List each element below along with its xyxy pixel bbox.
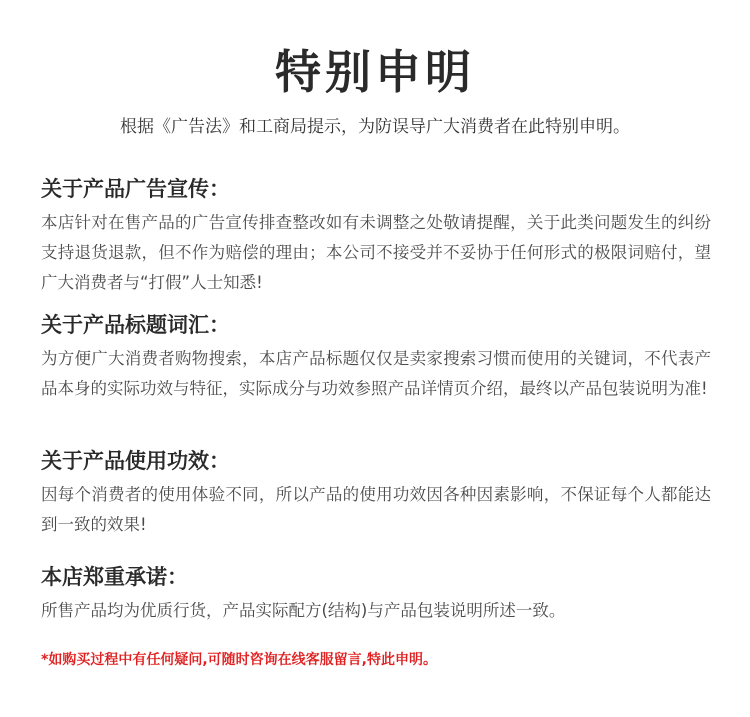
section-commitment xyxy=(41,562,711,626)
section-heading: 关于产品标题词汇： xyxy=(41,313,230,337)
notice-text: *如购买过程中有任何疑问,可随时咨询在线客服留言,特此申明。 xyxy=(41,652,437,668)
section-heading: 关于产品使用功效： xyxy=(41,449,230,473)
section-heading: 关于产品广告宣传： xyxy=(41,177,230,201)
section-heading: 本店郑重承诺： xyxy=(41,565,188,589)
section-efficacy xyxy=(41,446,711,540)
section-body: 为方便广大消费者购物搜索，本店产品标题仅仅是卖家搜索习惯而使用的关键词，不代表产品本身的实际功效与特征，实际成分与功效参照产品详情页介绍，最终以产品包装说明为准! xyxy=(41,349,711,398)
intro-text: 根据《广告法》和工商局提示，为防误导广大消费者在此特别申明。 xyxy=(120,117,630,137)
section-title-keywords xyxy=(41,310,711,404)
section-body: 本店针对在售产品的广告宣传排查整改如有未调整之处敬请提醒，关于此类问题发生的纠纷支持退货退款，但不作为赔偿的理由；本公司不接受并不妥协于任何形式的极限词赔付，望广大消费者与“打假”人士知悉! xyxy=(41,213,711,292)
page-title: 特别申明 xyxy=(275,45,475,99)
section-advertising xyxy=(41,174,711,298)
section-body: 所售产品均为优质行货，产品实际配方(结构)与产品包装说明所述一致。 xyxy=(41,601,566,620)
section-body: 因每个消费者的使用体验不同，所以产品的使用功效因各种因素影响，不保证每个人都能达到一致的效果! xyxy=(41,485,711,534)
